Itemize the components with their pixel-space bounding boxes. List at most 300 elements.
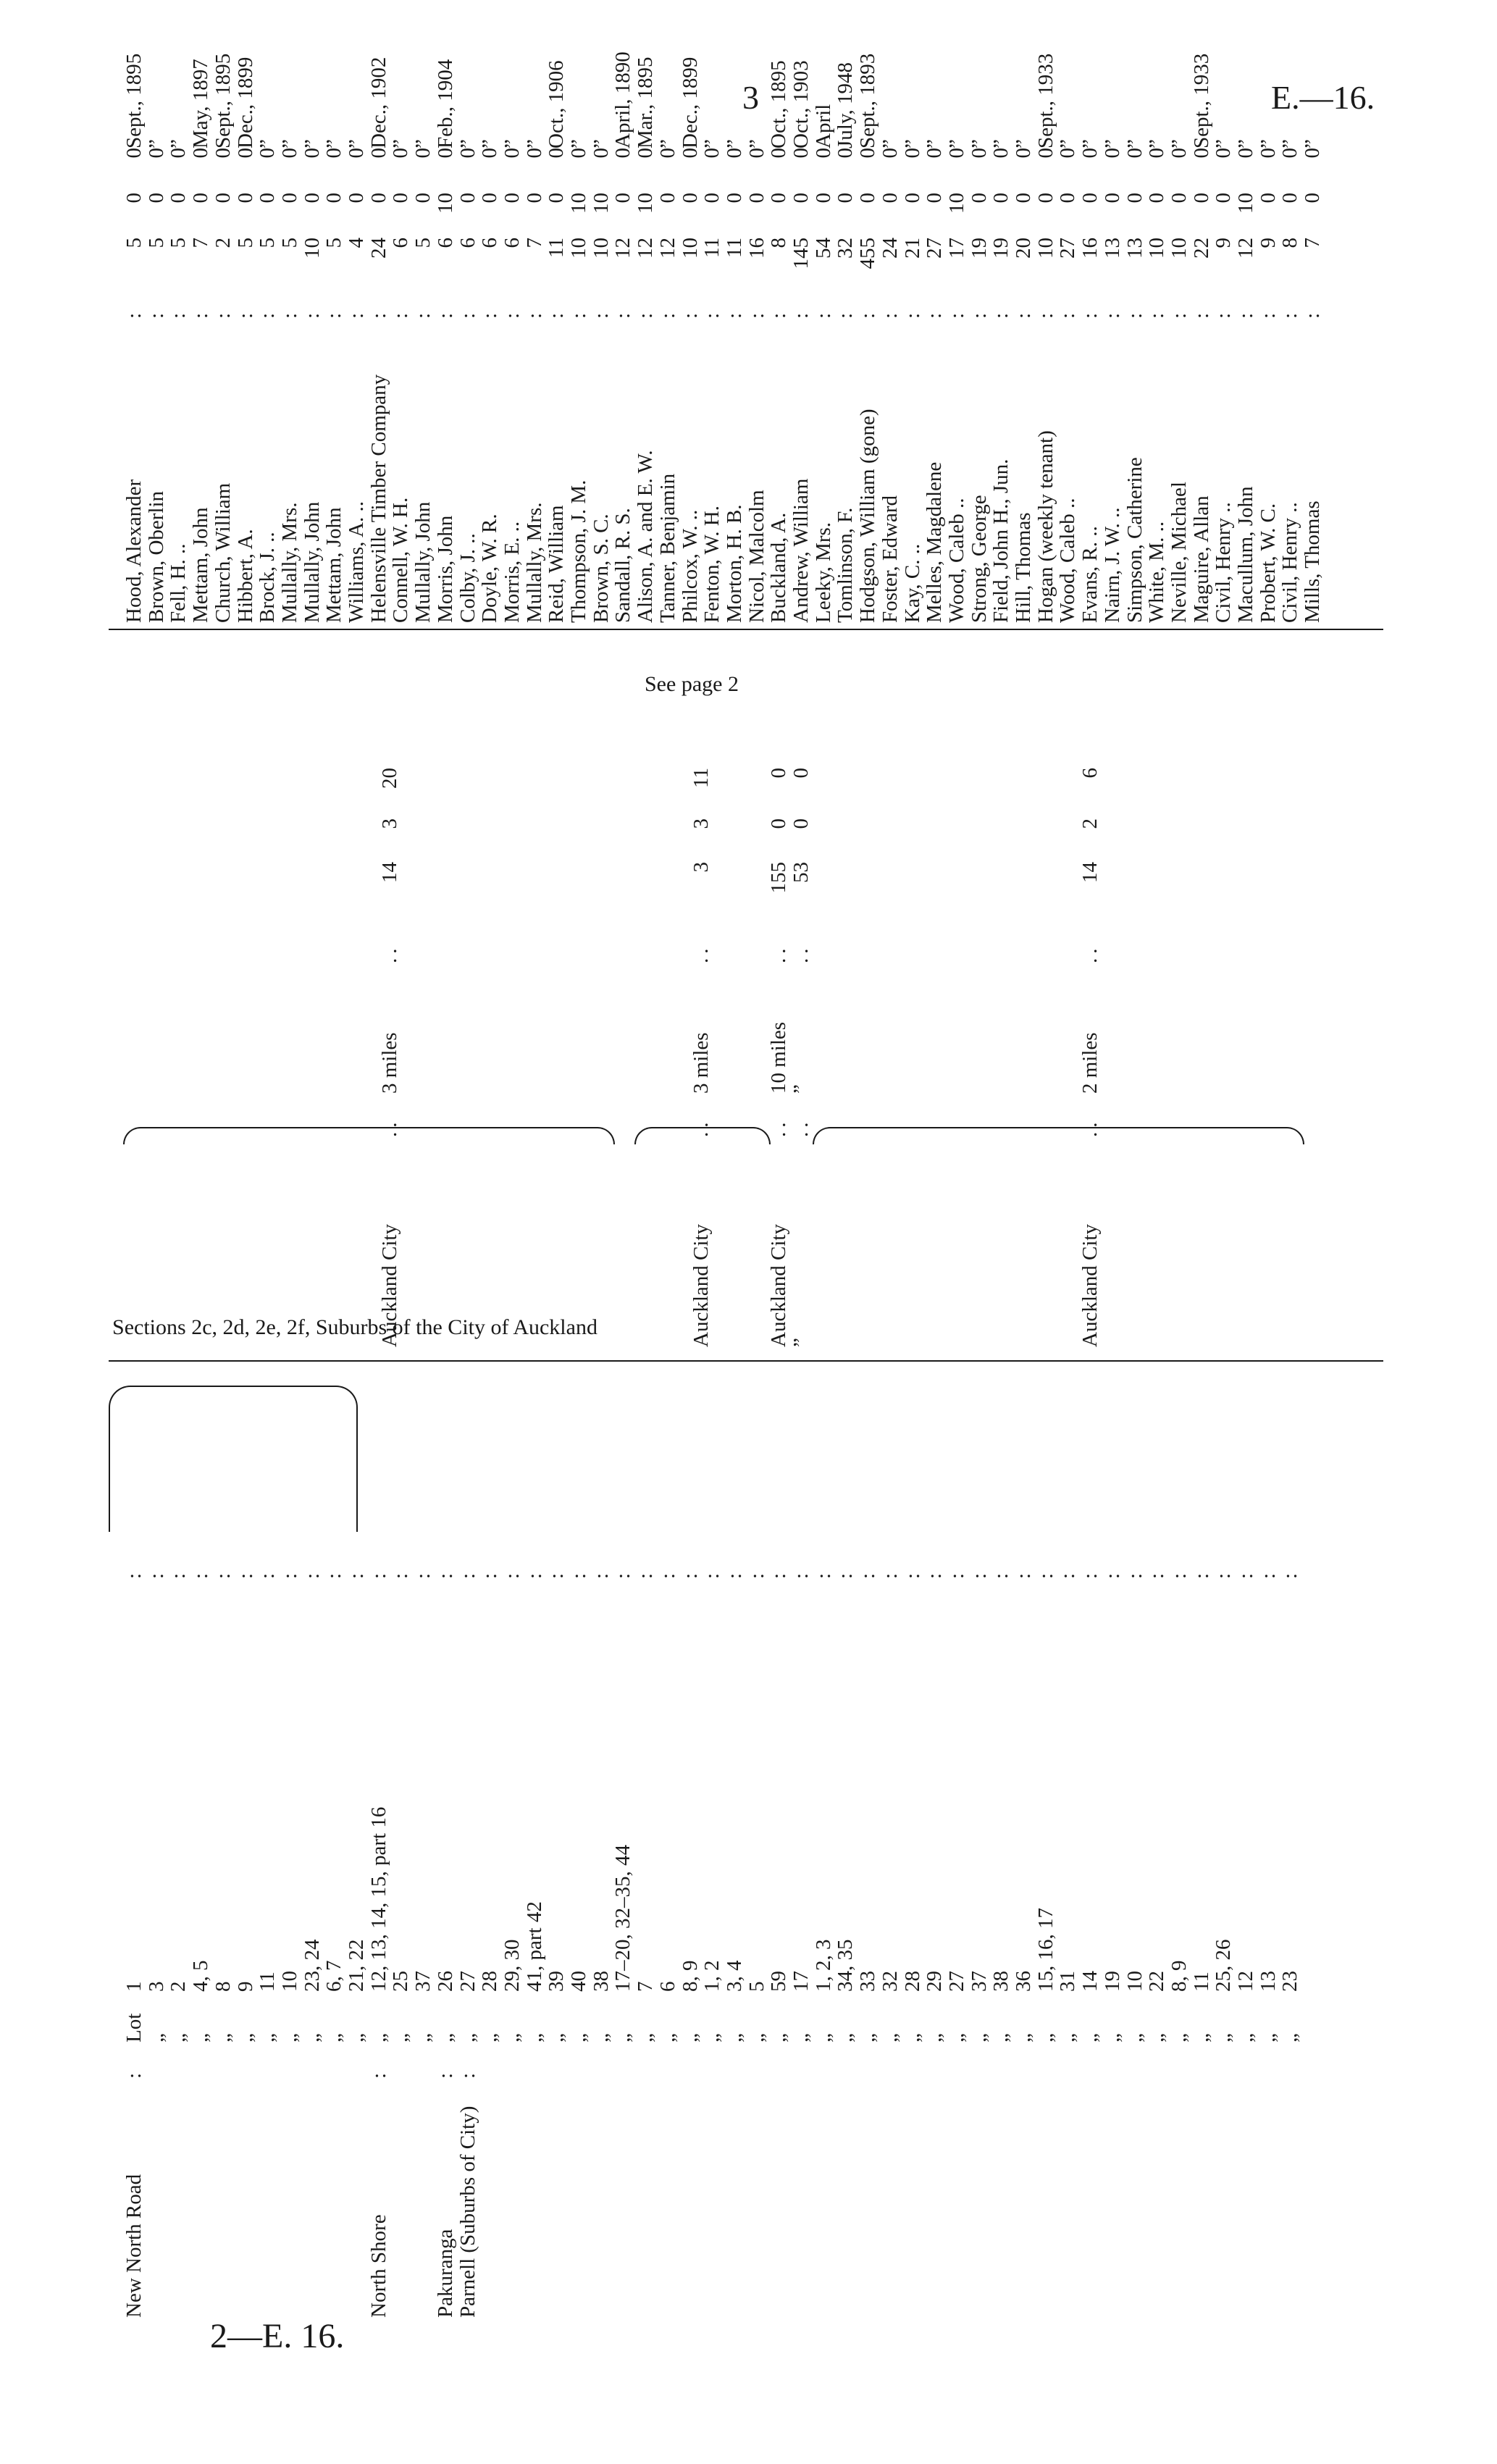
lot-row [1035,1908,1057,2042]
tenant-leader: : [1212,308,1236,319]
tenant-leader: : [900,308,924,319]
tenant-leader: : [811,308,835,319]
lot-number: 41, part 42 [522,1901,546,1992]
lot-prefix: „ [678,2033,702,2042]
rent-pounds: 11 [700,238,724,258]
rent-shillings: 0 [1278,193,1302,204]
lot-number: 3, 4 [722,1960,746,1992]
rent-shillings: 10 [589,193,613,214]
lot-prefix: „ [211,2033,235,2042]
tenant-leader: : [611,308,635,319]
lot-prefix: „ [366,2033,390,2042]
lot-number: 6 [655,1981,679,1992]
tenant-leader: : [277,308,301,319]
lot-number: 9 [233,1981,257,1992]
lot-row [813,1940,835,2043]
rent-pence: 0 [1189,148,1213,159]
lot-row [1146,1971,1168,2042]
tenant-leader: : [944,308,968,319]
annual-rent [1035,145,1057,297]
lot-number: 8, 9 [1167,1960,1191,1992]
lot-prefix: „ [1056,2033,1080,2042]
lease-date: ” [1167,139,1191,148]
lot-number: 19 [1100,1971,1124,1992]
lease-date: ” [456,139,479,148]
tenant-leader: : [322,308,346,319]
lot-prefix: „ [878,2033,902,2042]
tenant-name: Simpson, Catherine [1123,457,1146,623]
lease-date: ” [878,139,902,148]
lot-number: 6, 7 [322,1960,346,1992]
lot-row [1257,1971,1280,2042]
tenant-leader: : [989,308,1013,319]
rent-shillings: 0 [767,193,791,204]
lot-leader: : [122,1568,146,1579]
rent-pence: 0 [1056,148,1080,159]
annual-rent [146,145,168,297]
rent-shillings: 10 [944,193,968,214]
tenant-leader: : [345,308,368,319]
rent-pounds: 17 [944,238,968,259]
tenant-leader: : [1256,308,1280,319]
lot-leader: : [856,1568,880,1579]
lot-leader: : [1033,1568,1057,1579]
tenant-leader: : [1278,308,1302,319]
tenant-leader: : [856,308,880,319]
lot-leader: : [589,1568,613,1579]
lease-date: Oct., 1906 [545,60,569,148]
distance: 3 miles [689,1032,713,1094]
lot-number: 4, 5 [189,1960,213,1992]
lot-leader: : [1278,1568,1302,1579]
section-note: Sections 2c, 2d, 2e, 2f, Suburbs of the City of Auckland [112,1315,597,1339]
rule [109,629,1383,630]
lot-prefix: „ [1123,2033,1146,2042]
tenant-leader: : [522,308,546,319]
lot-number: 13 [1256,1971,1280,1992]
rent-pounds: 7 [1301,238,1325,248]
rent-pounds: 8 [1278,238,1302,248]
tenant-name: Hill, Thomas [1012,512,1035,623]
tenant-leader: : [500,308,524,319]
annual-rent [946,145,968,297]
lot-row [212,1982,235,2043]
area-acres: 3 [689,862,713,873]
place-name: Auckland City [378,1224,402,1347]
annual-rent [612,145,634,297]
tenant-leader: : [211,308,235,319]
annual-rent [1257,145,1280,297]
rent-pence: 0 [923,148,947,159]
lot-number: 33 [856,1971,880,1992]
annual-rent [657,145,679,297]
tenant-leader: : [567,308,590,319]
tenant-name: Alison, A. and E. W. [634,450,658,623]
tenant-leader: : [745,308,768,319]
lot-leader: : [1100,1568,1124,1579]
reserves-table [109,145,1383,2318]
rent-pounds: 13 [1123,238,1146,259]
lot-prefix: „ [1167,2033,1191,2042]
group-brace [123,1127,615,1144]
rent-pence: 0 [589,148,613,159]
lot-row [190,1961,212,2043]
tenant-name: Maguire, Allan [1189,495,1213,623]
lot-number: 11 [256,1971,280,1992]
rent-pounds: 10 [589,238,613,259]
rent-shillings: 0 [1012,193,1035,204]
rent-shillings: 0 [1078,193,1102,204]
distance-leader: .. [378,944,402,963]
tenant-leader: : [1167,308,1191,319]
tenant-leader: : [722,308,746,319]
rent-pounds: 455 [856,238,880,269]
rent-shillings: 0 [1189,193,1213,204]
lease-date: Dec., 1902 [366,56,390,148]
annual-rent [390,145,412,297]
rent-pounds: 5 [277,238,301,248]
lot-leader: : [1234,1568,1257,1579]
rent-pence: 0 [1212,148,1236,159]
tenant-leader: : [256,308,280,319]
rent-shillings: 0 [389,193,413,204]
rent-shillings: 0 [456,193,479,204]
lot-prefix: „ [322,2033,346,2042]
tenant-name: Mullally, Mrs. [277,502,301,623]
rent-pence: 0 [722,148,746,159]
lot-number: 34, 35 [834,1939,857,1992]
lot-prefix: „ [256,2033,280,2042]
lot-prefix: „ [411,2033,435,2042]
tenant-name: Doyle, W. R. [478,514,502,623]
rent-shillings: 0 [1301,193,1325,204]
tenant-name: Tomlinson, F. [834,507,857,623]
lot-leader: : [456,1568,479,1579]
rent-pounds: 5 [411,238,435,248]
lot-leader: : [233,1568,257,1579]
rent-pence: 0 [1123,148,1146,159]
lot-leader: : [611,1568,635,1579]
lot-prefix: „ [478,2033,502,2042]
lease-date: Mar., 1895 [634,56,658,148]
annual-rent [1279,145,1301,297]
rent-shillings: 0 [545,193,569,204]
lot-number: 59 [767,1971,791,1992]
annual-rent [1235,145,1257,297]
lot-leader: : [1078,1568,1102,1579]
distance: ” [789,1084,813,1094]
rent-pounds: 10 [300,238,324,259]
rent-pounds: 12 [1234,238,1257,259]
rent-pence: 0 [834,148,857,159]
lot-number: 11 [1189,1971,1213,1992]
lot-leader: : [700,1568,724,1579]
lot-leader: : [144,1568,168,1579]
tenant-name: Foster, Edward [878,495,902,623]
lot-leader: : [1256,1568,1280,1579]
lot-number: 17 [789,1971,813,1992]
tenant-name: Mullally, John [411,501,435,623]
rent-shillings: 0 [856,193,880,204]
lot-prefix: „ [389,2033,413,2042]
distance-leader: .. [689,944,713,963]
rent-shillings: 0 [655,193,679,204]
lot-row [545,1971,568,2042]
sheet-signature: 2—E. 16. [210,2317,345,2355]
lot-number: 14 [1078,1971,1102,1992]
area-acres: 155 [767,862,791,894]
lot-leader: : [1123,1568,1146,1579]
lot-number: 26 [433,1971,457,1992]
rent-shillings: 0 [700,193,724,204]
lease-date: ” [589,139,613,148]
lot-leader: : [545,1568,569,1579]
lot-prefix: „ [856,2033,880,2042]
lot-prefix: „ [500,2033,524,2042]
lease-date: ” [1145,139,1169,148]
tenant-name: Brock, J. .. [256,532,280,623]
tenant-name: Civil, Henry .. [1212,502,1236,623]
tenant-name: Andrew, William [789,478,813,623]
annual-rent [746,145,768,297]
rent-shillings: 0 [1033,193,1057,204]
annual-rent [167,145,190,297]
lot-leader: : [989,1568,1013,1579]
lease-date: ” [1212,139,1236,148]
tenant-leader: : [478,308,502,319]
tenant-name: Morris, E. .. [500,521,524,623]
rent-pence: 0 [411,148,435,159]
lot-number: 8 [211,1981,235,1992]
lot-leader: : [789,1568,813,1579]
lease-date: Dec., 1899 [678,56,702,148]
rent-pounds: 6 [500,238,524,248]
locality-leader: : [366,2068,390,2079]
annual-rent [701,145,724,297]
tenant-leader: : [678,308,702,319]
rent-pence: 0 [1078,148,1102,159]
lot-leader: : [389,1568,413,1579]
place-name: Auckland City [689,1224,713,1347]
lot-row [1012,1971,1035,2042]
lot-prefix: „ [1012,2033,1035,2042]
tenant-name: Colby, J. .. [456,533,479,623]
rent-pence: 0 [789,148,813,159]
rent-pounds: 12 [634,238,658,259]
lease-date: ” [256,139,280,148]
tenant-name: Nairn, J. W. .. [1100,507,1124,623]
lot-number: 37 [967,1971,991,1992]
tenant-name: Mullally, Mrs. [522,502,546,623]
rent-shillings: 0 [1123,193,1146,204]
lot-prefix: „ [1189,2033,1213,2042]
rent-pounds: 9 [1256,238,1280,248]
rent-pounds: 12 [655,238,679,259]
lease-date: ” [478,139,502,148]
lot-leader: : [923,1568,947,1579]
lot-prefix: „ [944,2033,968,2042]
annual-rent [968,145,991,297]
annual-rent [212,145,235,297]
lease-date: Oct., 1903 [789,60,813,148]
rent-shillings: 0 [1167,193,1191,204]
rent-pence: 0 [1012,148,1035,159]
lease-date: ” [411,139,435,148]
lot-leader: : [167,1568,190,1579]
tenant-leader: : [433,308,457,319]
lot-row [657,1982,679,2043]
lot-prefix: „ [789,2033,813,2042]
rent-shillings: 0 [1145,193,1169,204]
rent-pence: 0 [567,148,590,159]
rent-shillings: 0 [366,193,390,204]
locality-leader: : [456,2068,479,2079]
lot-prefix: „ [989,2033,1013,2042]
locality-leader: : [122,2068,146,2079]
lot-row [435,1971,457,2042]
tenant-name: Tanner, Benjamin [655,473,679,623]
annual-rent [1057,145,1079,297]
rent-pounds: 5 [256,238,280,248]
lease-date: ” [567,139,590,148]
annual-rent [368,145,390,297]
lot-number: 38 [989,1971,1013,1992]
lot-prefix: „ [900,2033,924,2042]
rent-pence: 0 [1256,148,1280,159]
lot-row [679,1961,702,2043]
tenant-name: Macullum, John [1234,486,1257,623]
lot-number: 25 [389,1971,413,1992]
rent-pounds: 10 [1033,238,1057,259]
lot-number: 22 [1145,1971,1169,1992]
tenant-leader: : [700,308,724,319]
rent-pence: 0 [700,148,724,159]
tenant-name: Mettam, John [322,507,346,623]
lot-row [1191,1971,1213,2042]
tenant-name: Leeky, Mrs. [811,521,835,623]
locality-name: Parnell (Suburbs of City) [456,2105,479,2318]
lease-date: Dec., 1899 [233,56,257,148]
lot-row [1102,1971,1124,2042]
rent-shillings: 0 [811,193,835,204]
tenant-name: Field, John H., Jun. [989,458,1013,623]
annual-rent [768,145,790,297]
rent-shillings: 0 [256,193,280,204]
tenant-name: Williams, A. .. [345,501,368,623]
rent-pence: 0 [366,148,390,159]
tenant-leader: : [767,308,791,319]
rent-pounds: 10 [1145,238,1169,259]
lot-prefix: „ [811,2033,835,2042]
annual-rent [190,145,212,297]
group-brace [634,1127,771,1144]
tenant-leader: : [122,308,146,319]
rent-pounds: 10 [567,238,590,259]
lease-date: ” [322,139,346,148]
tenant-leader: : [967,308,991,319]
rent-pence: 0 [545,148,569,159]
rent-pence: 0 [900,148,924,159]
lot-row [235,1982,257,2043]
lot-row [123,1982,146,2043]
rent-shillings: 0 [1212,193,1236,204]
lot-number: 38 [589,1971,613,1992]
annual-rent [879,145,902,297]
tenant-name: Fenton, W. H. [700,506,724,623]
area-perches: 0 [767,768,791,779]
annual-rent [301,145,324,297]
lease-date: Feb., 1904 [433,59,457,148]
lot-number: 28 [478,1971,502,1992]
tenant-name: Strong, George [967,495,991,623]
rent-shillings: 0 [211,193,235,204]
lot-number: 23 [1278,1971,1302,1992]
rent-pence: 0 [1234,148,1257,159]
lease-date: ” [277,139,301,148]
lot-number: 15, 16, 17 [1033,1908,1057,1992]
rent-pence: 0 [322,148,346,159]
lot-leader: : [900,1568,924,1579]
lot-number: 27 [944,1971,968,1992]
lease-date: April [811,104,835,148]
area-acres: 14 [378,862,402,883]
rent-pounds: 6 [389,238,413,248]
area-perches: 6 [1078,768,1102,779]
lease-date: ” [1078,139,1102,148]
lease-date: ” [1301,139,1325,148]
lot-row [634,1982,657,2043]
lot-row [923,1971,946,2042]
annual-rent [590,145,613,297]
rent-pence: 0 [433,148,457,159]
rent-shillings: 0 [522,193,546,204]
rent-shillings: 0 [722,193,746,204]
tenant-leader: : [1145,308,1169,319]
lot-prefix: „ [834,2033,857,2042]
annual-rent [479,145,501,297]
lot-row [412,1971,435,2042]
lot-leader: : [1167,1568,1191,1579]
tenant-name: Hodgson, William (gone) [856,408,880,623]
lot-prefix: „ [967,2033,991,2042]
distance-leader: .. [767,944,791,963]
rent-pounds: 5 [167,238,190,248]
lot-row [1124,1971,1146,2042]
place-name: Auckland City [767,1224,791,1347]
lot-row [524,1901,546,2042]
rent-shillings: 0 [745,193,768,204]
rent-pounds: 4 [345,238,368,248]
lot-number: 36 [1012,1971,1035,1992]
annual-rent [1079,145,1102,297]
rent-shillings: 0 [678,193,702,204]
lot-row [568,1971,590,2042]
rent-pence: 0 [611,148,635,159]
rent-pounds: 11 [545,238,569,258]
lot-number: 8, 9 [678,1960,702,1992]
lot-prefix: „ [567,2033,590,2042]
tenant-leader: : [789,308,813,319]
annual-rent [345,145,368,297]
annual-rent [1146,145,1168,297]
rent-pounds: 27 [1056,238,1080,259]
rent-shillings: 0 [834,193,857,204]
rent-pounds: 24 [366,238,390,259]
lot-leader: : [1145,1568,1169,1579]
lot-number: 7 [634,1981,658,1992]
lot-leader: : [211,1568,235,1579]
lot-row [724,1961,746,2043]
